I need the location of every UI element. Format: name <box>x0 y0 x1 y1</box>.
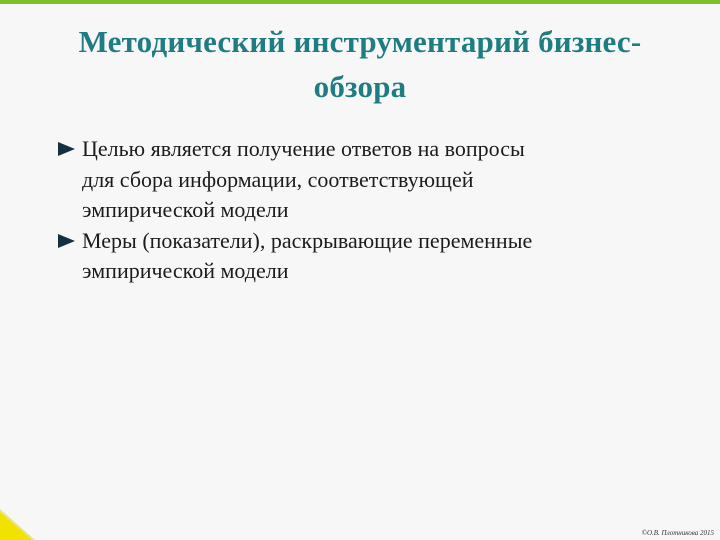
bullet-item-goal <box>55 134 675 226</box>
bullet-goal-line-2: для сбора информации, соответствующей <box>82 166 474 192</box>
bullet-measures-line-1: Меры (показатели), раскрывающие переменные <box>82 227 533 253</box>
bullet-text-measures <box>82 226 675 287</box>
slide-title <box>20 20 700 110</box>
bullet-goal-line-1: Целью является получение ответов на вопросы <box>82 136 525 161</box>
slide-title-line-1: Методический инструментарий бизнес- <box>78 24 642 59</box>
top-accent-bar <box>0 0 720 4</box>
triangle-bullet-icon <box>58 234 75 248</box>
footer-copyright: ©О.В. Плотникова 2015 <box>641 529 714 537</box>
slide-title-line-2: обзора <box>313 68 407 104</box>
bullet-list <box>55 134 675 287</box>
bullet-item-measures <box>55 226 675 287</box>
bullet-goal-line-3: эмпирической модели <box>82 197 289 223</box>
bullet-measures-line-2: эмпирической модели <box>82 258 289 284</box>
bullet-text-goal <box>82 134 675 226</box>
corner-triangle-decoration <box>0 512 32 540</box>
triangle-bullet-icon <box>58 142 75 156</box>
